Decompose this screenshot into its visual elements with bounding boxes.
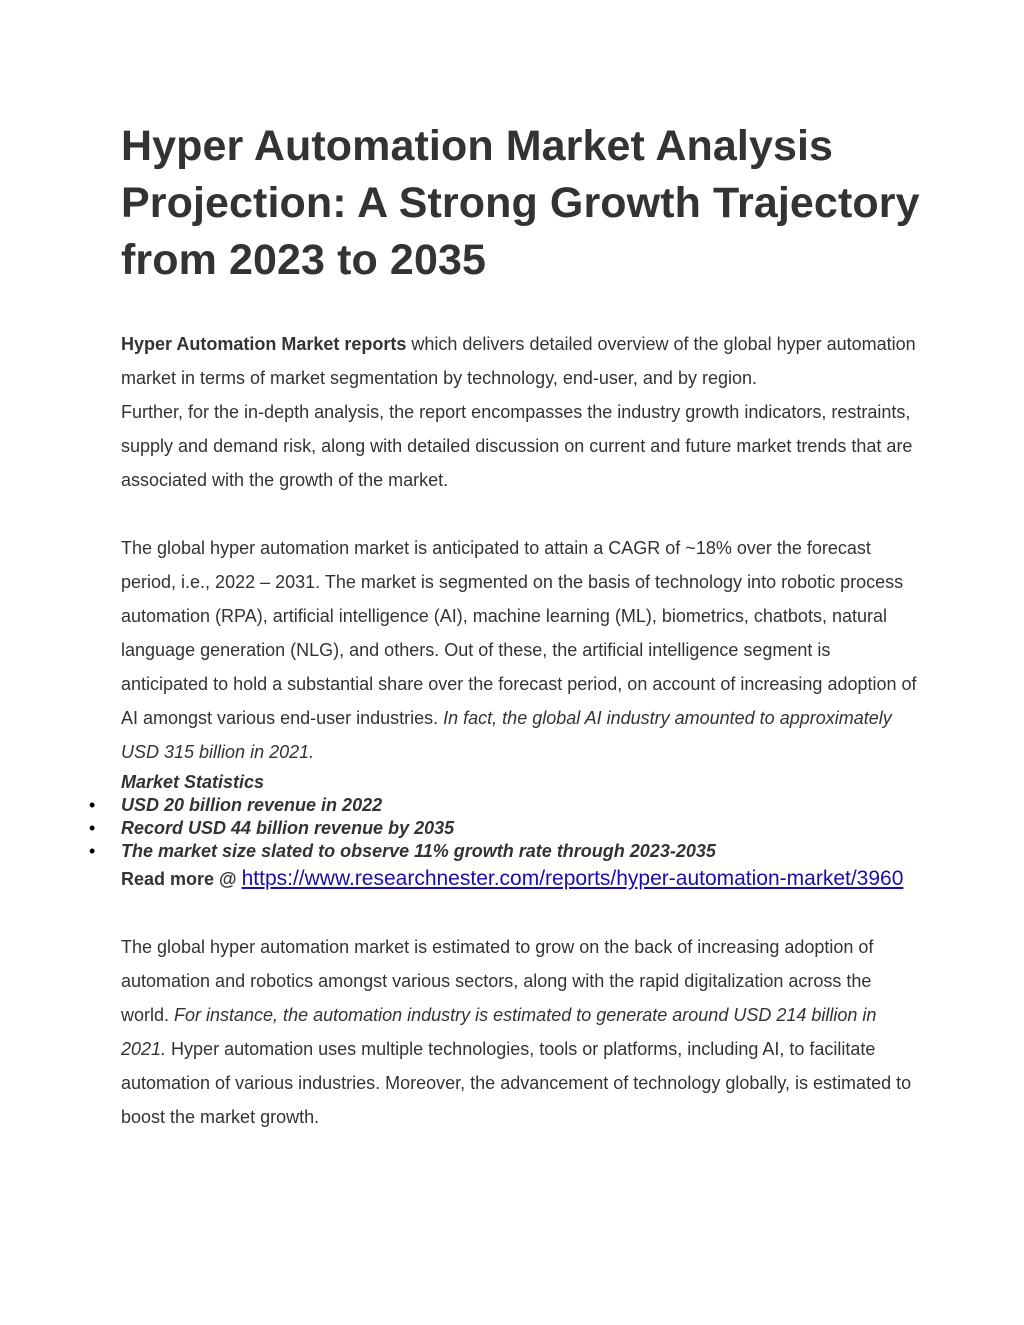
closing-text-2: Hyper automation uses multiple technologies, tools or platforms, including AI, to facilitate automation of various industries. Moreover, the advancement of technology globally, is estimated to boost the market growth. xyxy=(121,1039,912,1127)
market-statistics-heading: Market Statistics xyxy=(121,772,265,792)
intro-paragraph xyxy=(121,327,921,395)
list-item xyxy=(89,840,921,863)
read-more-label: Read more @ xyxy=(121,869,242,889)
intro-lead-rest: which delivers detailed overview of the global hyper automation market in terms of market segmentation by technology, end-user, and by region. xyxy=(121,334,916,388)
bullet-icon: • xyxy=(89,841,96,861)
read-more-link[interactable]: https://www.researchnester.com/reports/hyper-automation-market/3960 xyxy=(241,867,904,890)
closing-text-1: The global hyper automation market is estimated to grow on the back of increasing adoption of automation and robotics amongst various sectors, along with the rapid digitalization across the world. xyxy=(121,937,874,1025)
list-item xyxy=(89,817,921,840)
further-paragraph: Further, for the in-depth analysis, the report encompasses the industry growth indicators, restraints, supply and demand risk, along with detailed discussion on current and future market trends that are associated with the growth of the market. xyxy=(121,402,913,490)
document-page xyxy=(89,118,921,1134)
read-more xyxy=(121,864,921,894)
list-item-text: USD 20 billion revenue in 2022 xyxy=(121,795,383,815)
market-paragraph-text: The global hyper automation market is anticipated to attain a CAGR of ~18% over the forecast period, i.e., 2022 – 2031. The market is segmented on the basis of technology into robotic process automation (RPA), artificial intelligence (AI), machine learning (ML), biometrics, chatbots, natural language generation (NLG), and others. Out of these, the artificial intelligence segment is anticipated to hold a substantial share over the forecast period, on account of increasing adoption of AI amongst various end-user industries. xyxy=(121,538,917,728)
list-item-text: Record USD 44 billion revenue by 2035 xyxy=(121,818,455,838)
market-statistics xyxy=(89,771,921,863)
market-paragraph-italic: In fact, the global AI industry amounted to approximately USD 315 billion in 2021. xyxy=(121,708,892,762)
market-statistics-list xyxy=(89,794,921,863)
page-title: Hyper Automation Market Analysis Projection: A Strong Growth Trajectory from 2023 to 2035 xyxy=(121,122,920,284)
list-item-text: The market size slated to observe 11% growth rate through 2023-2035 xyxy=(121,841,716,861)
bullet-icon: • xyxy=(89,818,96,838)
bullet-icon: • xyxy=(89,795,96,815)
list-item xyxy=(89,794,921,817)
market-paragraph xyxy=(121,531,921,769)
intro-lead-bold: Hyper Automation Market reports xyxy=(121,334,407,354)
closing-paragraph xyxy=(121,930,921,1134)
closing-italic: For instance, the automation industry is estimated to generate around USD 214 billion in 2021. xyxy=(121,1005,877,1059)
